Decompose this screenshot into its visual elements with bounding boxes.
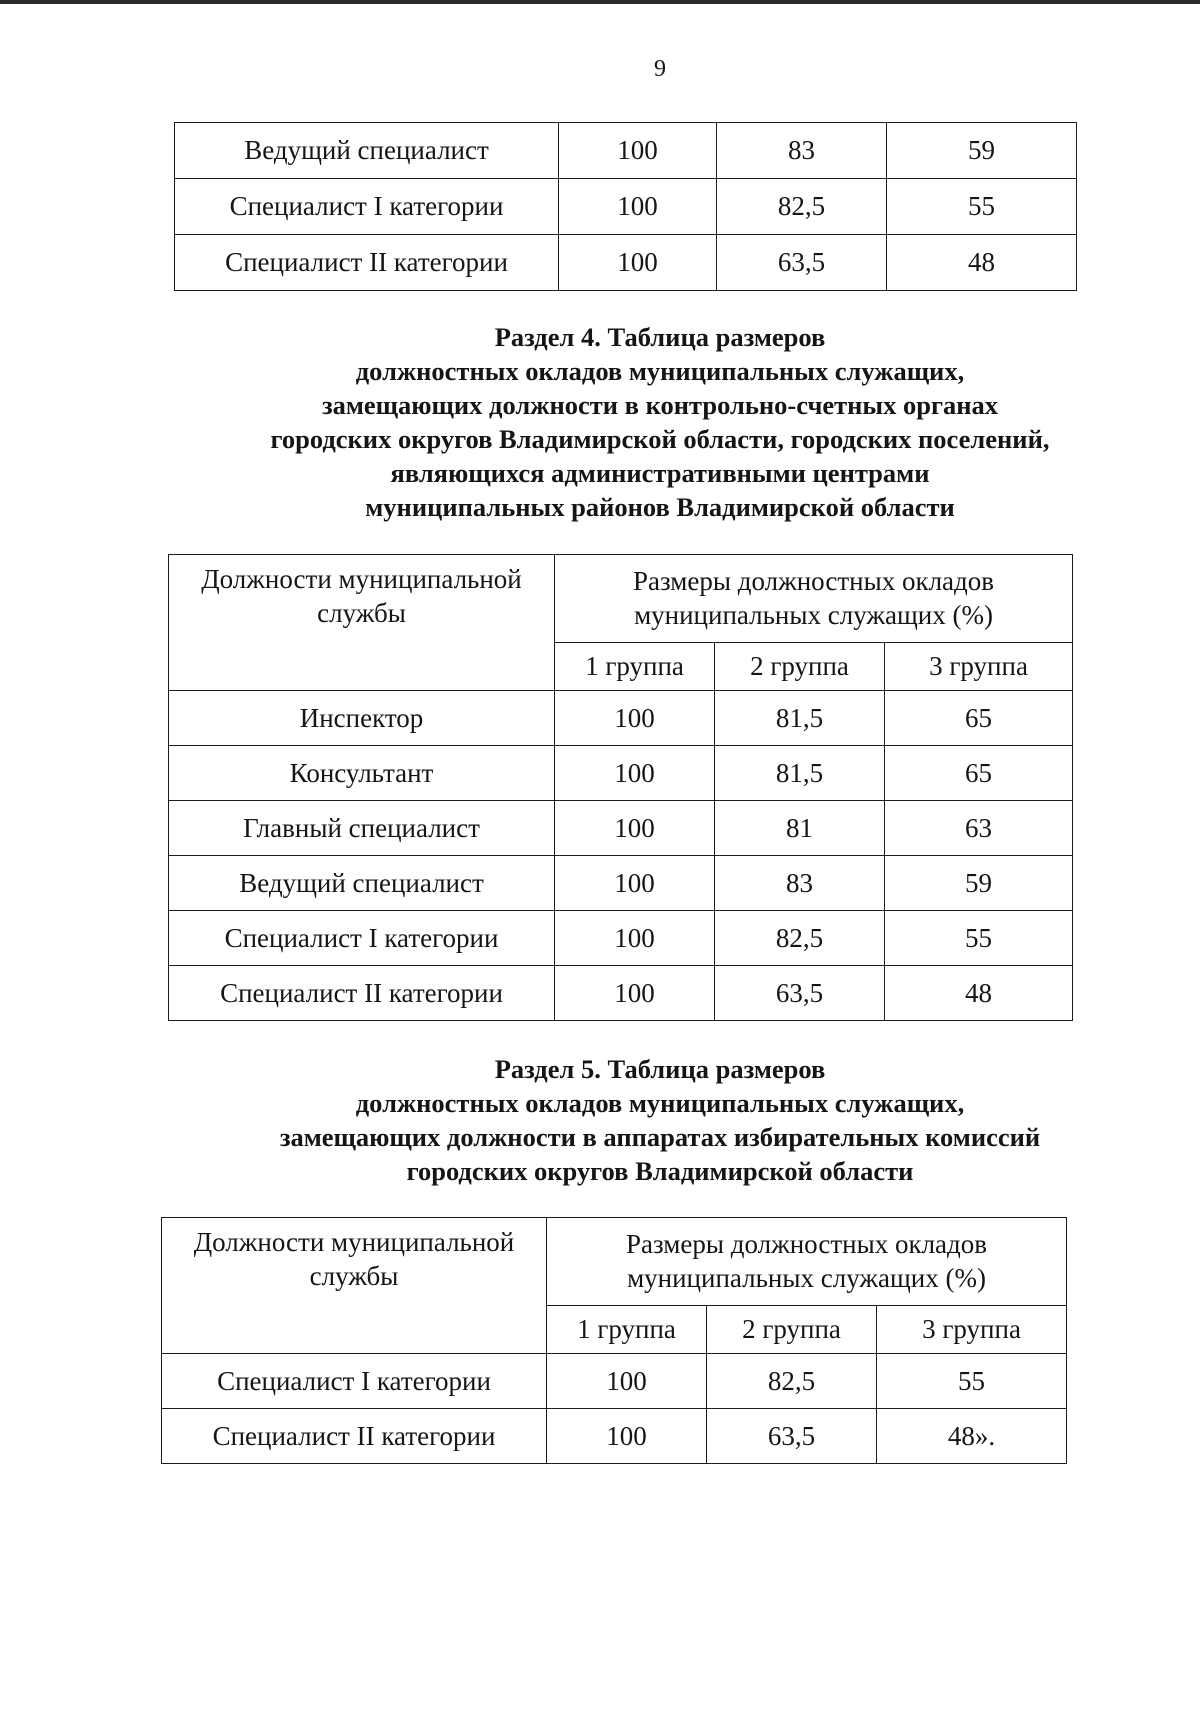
table-header-row — [169, 555, 1073, 643]
table-header-row — [162, 1218, 1067, 1306]
group-1-cell: 100 — [555, 856, 715, 911]
group-3-cell: 48 — [887, 235, 1077, 291]
section-5-heading — [120, 1052, 1200, 1188]
group-2-cell: 81,5 — [715, 746, 885, 801]
group-3-cell: 63 — [885, 801, 1073, 856]
heading-line: должностных окладов муниципальных служащих, — [355, 1088, 965, 1118]
heading-line: должностных окладов муниципальных служащих, — [355, 356, 965, 386]
group-2-cell: 63,5 — [717, 235, 887, 291]
header-group-3: 3 группа — [885, 643, 1073, 691]
group-1-cell: 100 — [559, 179, 717, 235]
group-3-cell: 65 — [885, 746, 1073, 801]
header-positions: Должности муниципальной службы — [169, 555, 555, 691]
group-1-cell: 100 — [555, 911, 715, 966]
group-2-cell: 82,5 — [717, 179, 887, 235]
table-row — [169, 966, 1073, 1021]
table-row — [169, 691, 1073, 746]
heading-line: городских округов Владимирской области, городских поселений, — [270, 424, 1050, 454]
header-salary-sizes: Размеры должностных окладов муниципальных служащих (%) — [547, 1218, 1067, 1306]
group-3-cell: 48». — [877, 1409, 1067, 1464]
table-row — [175, 179, 1077, 235]
table-row — [162, 1409, 1067, 1464]
position-cell: Консультант — [169, 746, 555, 801]
heading-line: Раздел 4. Таблица размеров — [494, 322, 826, 352]
group-2-cell: 63,5 — [707, 1409, 877, 1464]
group-1-cell: 100 — [547, 1409, 707, 1464]
table-row — [175, 123, 1077, 179]
table-row — [169, 746, 1073, 801]
header-group-2: 2 группа — [715, 643, 885, 691]
group-3-cell: 55 — [885, 911, 1073, 966]
group-2-cell: 83 — [715, 856, 885, 911]
header-group-3: 3 группа — [877, 1306, 1067, 1354]
table-row — [175, 235, 1077, 291]
group-3-cell: 59 — [885, 856, 1073, 911]
page-number: 9 — [654, 56, 666, 82]
position-cell: Специалист II категории — [169, 966, 555, 1021]
table-row — [169, 911, 1073, 966]
position-cell: Специалист II категории — [162, 1409, 547, 1464]
header-group-1: 1 группа — [555, 643, 715, 691]
table-row — [169, 801, 1073, 856]
table-row — [162, 1354, 1067, 1409]
group-2-cell: 81,5 — [715, 691, 885, 746]
header-salary-sizes: Размеры должностных окладов муниципальных служащих (%) — [555, 555, 1073, 643]
position-cell: Инспектор — [169, 691, 555, 746]
group-3-cell: 55 — [877, 1354, 1067, 1409]
group-2-cell: 63,5 — [715, 966, 885, 1021]
section-5-table — [161, 1217, 1067, 1464]
position-cell: Специалист I категории — [162, 1354, 547, 1409]
heading-line: являющихся административными центрами — [390, 458, 930, 488]
position-cell: Специалист II категории — [175, 235, 559, 291]
group-2-cell: 82,5 — [707, 1354, 877, 1409]
position-cell: Ведущий специалист — [175, 123, 559, 179]
section-4-heading — [120, 320, 1200, 524]
group-1-cell: 100 — [547, 1354, 707, 1409]
table-row — [169, 856, 1073, 911]
heading-line: замещающих должности в аппаратах избирательных комиссий — [279, 1122, 1041, 1152]
table-continuation — [174, 122, 1077, 291]
group-3-cell: 55 — [887, 179, 1077, 235]
group-2-cell: 81 — [715, 801, 885, 856]
heading-line: городских округов Владимирской области — [406, 1156, 914, 1186]
group-1-cell: 100 — [555, 691, 715, 746]
group-3-cell: 59 — [887, 123, 1077, 179]
group-1-cell: 100 — [555, 746, 715, 801]
group-3-cell: 65 — [885, 691, 1073, 746]
group-2-cell: 82,5 — [715, 911, 885, 966]
scan-top-edge — [0, 0, 1200, 4]
position-cell: Специалист I категории — [169, 911, 555, 966]
section-4-table — [168, 554, 1073, 1021]
position-cell: Специалист I категории — [175, 179, 559, 235]
group-1-cell: 100 — [555, 966, 715, 1021]
group-2-cell: 83 — [717, 123, 887, 179]
header-positions: Должности муниципальной службы — [162, 1218, 547, 1354]
position-cell: Ведущий специалист — [169, 856, 555, 911]
heading-line: замещающих должности в контрольно-счетных органах — [321, 390, 999, 420]
heading-line: муниципальных районов Владимирской области — [365, 492, 955, 522]
group-1-cell: 100 — [555, 801, 715, 856]
group-1-cell: 100 — [559, 123, 717, 179]
header-group-2: 2 группа — [707, 1306, 877, 1354]
group-1-cell: 100 — [559, 235, 717, 291]
header-group-1: 1 группа — [547, 1306, 707, 1354]
position-cell: Главный специалист — [169, 801, 555, 856]
group-3-cell: 48 — [885, 966, 1073, 1021]
heading-line: Раздел 5. Таблица размеров — [494, 1054, 826, 1084]
